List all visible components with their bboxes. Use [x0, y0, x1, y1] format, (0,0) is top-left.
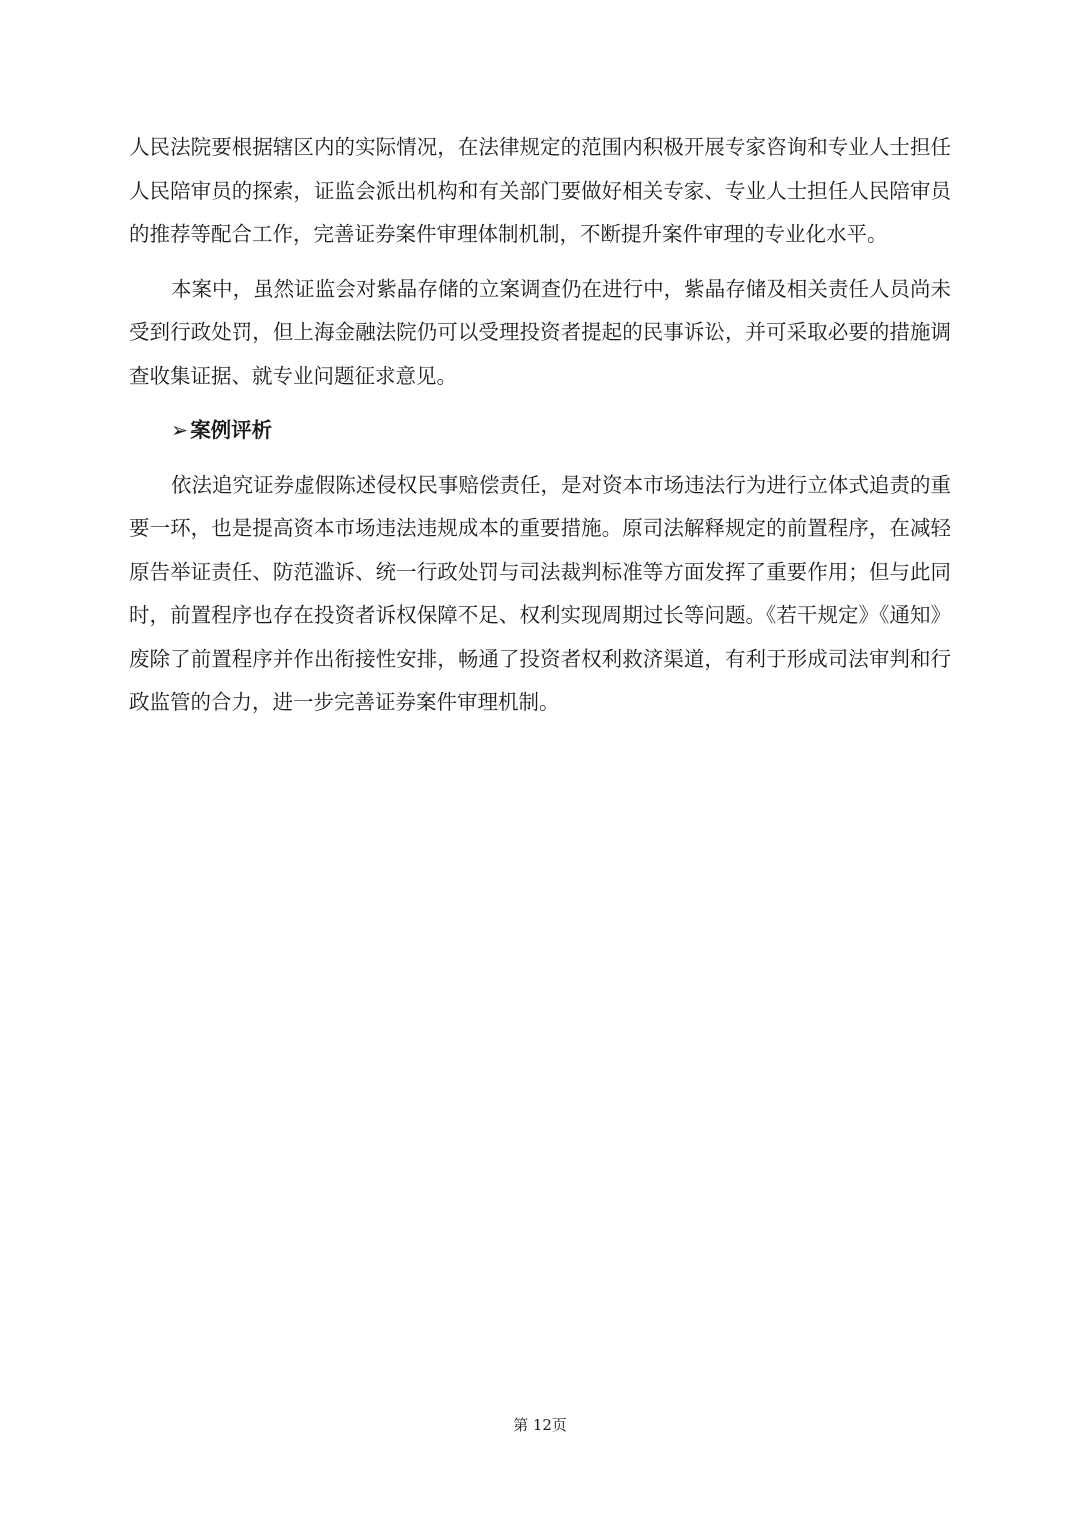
page-number: 第 12页: [513, 1416, 567, 1434]
paragraph-case-commentary: 依法追究证券虚假陈述侵权民事赔偿责任，是对资本市场违法行为进行立体式追责的重要一环，也是提高资本市场违法违规成本的重要措施。原司法解释规定的前置程序，在减轻原告举证责任、防范滥诉、统一行政处罚与司法裁判标准等方面发挥了重要作用；但与此同时，前置程序也存在投资者诉权保障不足、权利实现周期过长等问题。《若干规定》《通知》废除了前置程序并作出衔接性安排，畅通了投资者权利救济渠道，有利于形成司法审判和行政监管的合力，进一步完善证券案件审理机制。: [129, 472, 951, 714]
page-content: [129, 126, 951, 725]
paragraph-case-summary: 本案中，虽然证监会对紫晶存储的立案调查仍在进行中，紫晶存储及相关责任人员尚未受到行政处罚，但上海金融法院仍可以受理投资者提起的民事诉讼，并可采取必要的措施调查收集证据、就专业问题征求意见。: [129, 276, 951, 388]
section-heading: [129, 409, 951, 453]
section-heading-title: 案例评析: [190, 418, 273, 442]
arrow-bullet-icon: ➢: [171, 418, 189, 442]
paragraph-continuation: 人民法院要根据辖区内的实际情况，在法律规定的范围内积极开展专家咨询和专业人士担任人民陪审员的探索，证监会派出机构和有关部门要做好相关专家、专业人士担任人民陪审员的推荐等配合工作，完善证券案件审理体制机制，不断提升案件审理的专业化水平。: [129, 135, 951, 246]
